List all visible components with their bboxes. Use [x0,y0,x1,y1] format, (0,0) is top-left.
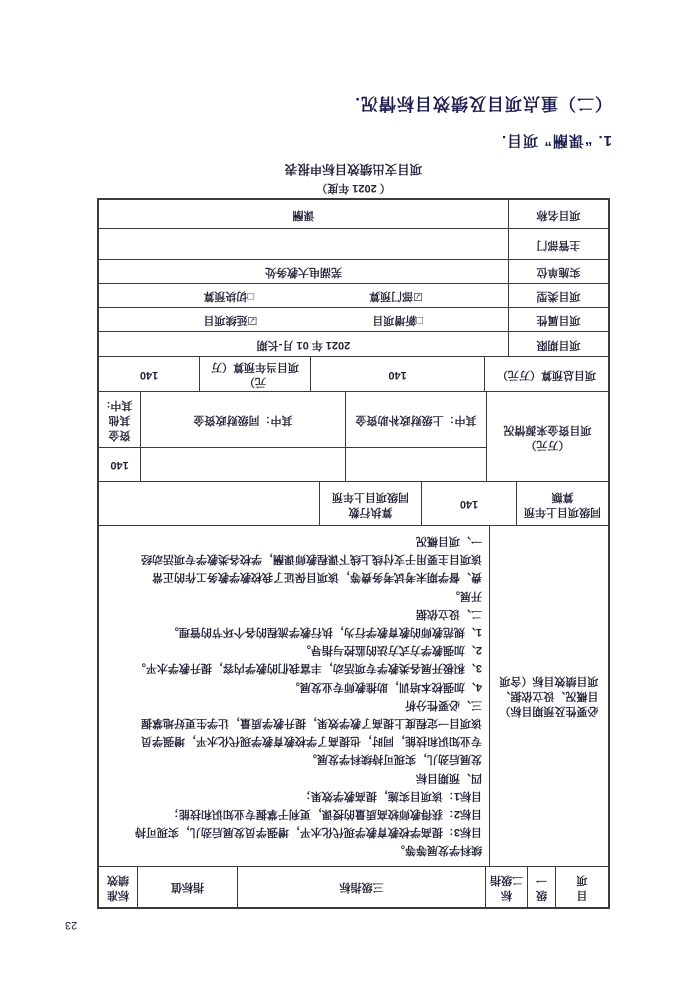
prev-year-value: 140 [421,482,516,525]
header-level2-indicator: 二级指 标 [485,867,527,907]
checkbox-dept-budget: ☑部门预算 [369,290,423,302]
page-number: 23 [65,918,78,931]
prev-year-exec-value [99,482,319,525]
funding-label: 项目资金来源情况 （万元） [486,392,608,481]
checkbox-new-project: □新增项目 [372,314,423,326]
project-type-label: 项目类型 [508,284,608,307]
row-implement-unit [99,259,608,283]
checkbox-block-budget: □切块预算 [203,290,255,302]
project-type-options [99,284,508,307]
performance-goal-label: 项目绩效目标（含项 目概况、设立依据、 必要性及预期目标） [489,526,608,866]
row-department [99,228,608,259]
header-level1-indicator: 一 级 [527,867,555,907]
funding-other-column [99,392,140,481]
funding-samelevel-header: 其中：同级财政资金 [193,414,293,426]
budget-year-label: 项目当年预算（万 元） [199,357,310,391]
budget-total-label: 项目总预算（万元） [484,357,608,391]
project-name-value: 课酬 [292,208,315,221]
department-label: 主管部门 [508,229,608,259]
funding-samelevel-column [140,392,345,481]
item-heading: 1. “课酬” 项目. [500,132,612,149]
row-project-period [99,331,608,356]
project-period-value: 2021 年 01 月-长期 [256,338,351,351]
project-name-label: 项目名称 [508,200,608,228]
row-project-type [99,283,608,307]
row-prev-year-budget [99,481,608,525]
funding-other-header: 其中: 其他 资金 [106,399,133,441]
row-budget [99,356,608,391]
row-project-attribute [99,307,608,331]
header-level3-indicator: 三级指标 [237,867,485,907]
row-performance-goal [99,525,608,866]
performance-goal-text: 一、项目概况 该项目主要用于支付线上线下课程教师课酬，学校各类教学专项活动经 费、督学期末考试考务费等，该项目保证了我校教学教务工作的正常 开展。 二、设立依据 1、规范教师的教育教学行为，执行教学流程的各个环节的管理。 2、加强教学方式方法的监控与指导。 3、积极开展各类教学专项活动，丰富我们的教学内容，提升教学水平。 4、加强校本培训，助推教师专业发展。 三、必要性分析 该项目一定程度上提高了教学效果，提升教学质量，让学生更好地掌握 专业知识和技能，同时，也提高了学校教育教学现代化水平，增强学员 发展后劲儿，实现可持续科学发展。 四、预期目标 目标1：该项目实施，提高教学效果； 目标2：获得教师较高质量的授课，更利于掌握专业知识和技能； 目标3：提高学校教育教学现代化水平，增强学员发展后劲儿，实现可持 续科学发展等等。 [134,535,482,857]
funding-upperlevel-column [345,392,486,481]
funding-other-value: 140 [99,447,140,481]
prev-year-exec-label: 同级项目上年预 算执行数 [319,482,421,525]
implement-unit-value: 芜湖电大教务处 [265,266,342,278]
row-indicator-header [99,866,608,907]
project-attribute-options [99,308,508,331]
section-heading: （二）重点项目及绩效目标情况. [354,94,612,113]
header-project: 项 目 [555,867,608,907]
row-project-name [99,200,608,228]
funding-samelevel-value [141,447,345,481]
prev-year-label: 同级项目上年预算额 [516,482,608,525]
row-funding-sources [99,391,608,481]
budget-year-value: 140 [310,357,484,391]
budget-total-value: 140 [139,368,159,381]
header-indicator-value: 指标值 [137,867,237,907]
project-attribute-label: 项目属性 [508,308,608,331]
implement-unit-label: 实施单位 [508,260,608,283]
project-period-label: 项目期限 [508,332,608,356]
department-value [99,229,508,259]
funding-upperlevel-value [346,447,486,481]
performance-target-form-table [97,198,610,909]
header-standard: 绩效 标准 [107,873,129,901]
funding-upperlevel-header: 其中：上级财政补助资金 [355,414,477,426]
checkbox-continuing-project: ☑延续项目 [203,314,258,326]
form-year: （ 2021 年度） [316,182,391,194]
form-title: 项目支出绩效目标申报表 [284,162,423,176]
